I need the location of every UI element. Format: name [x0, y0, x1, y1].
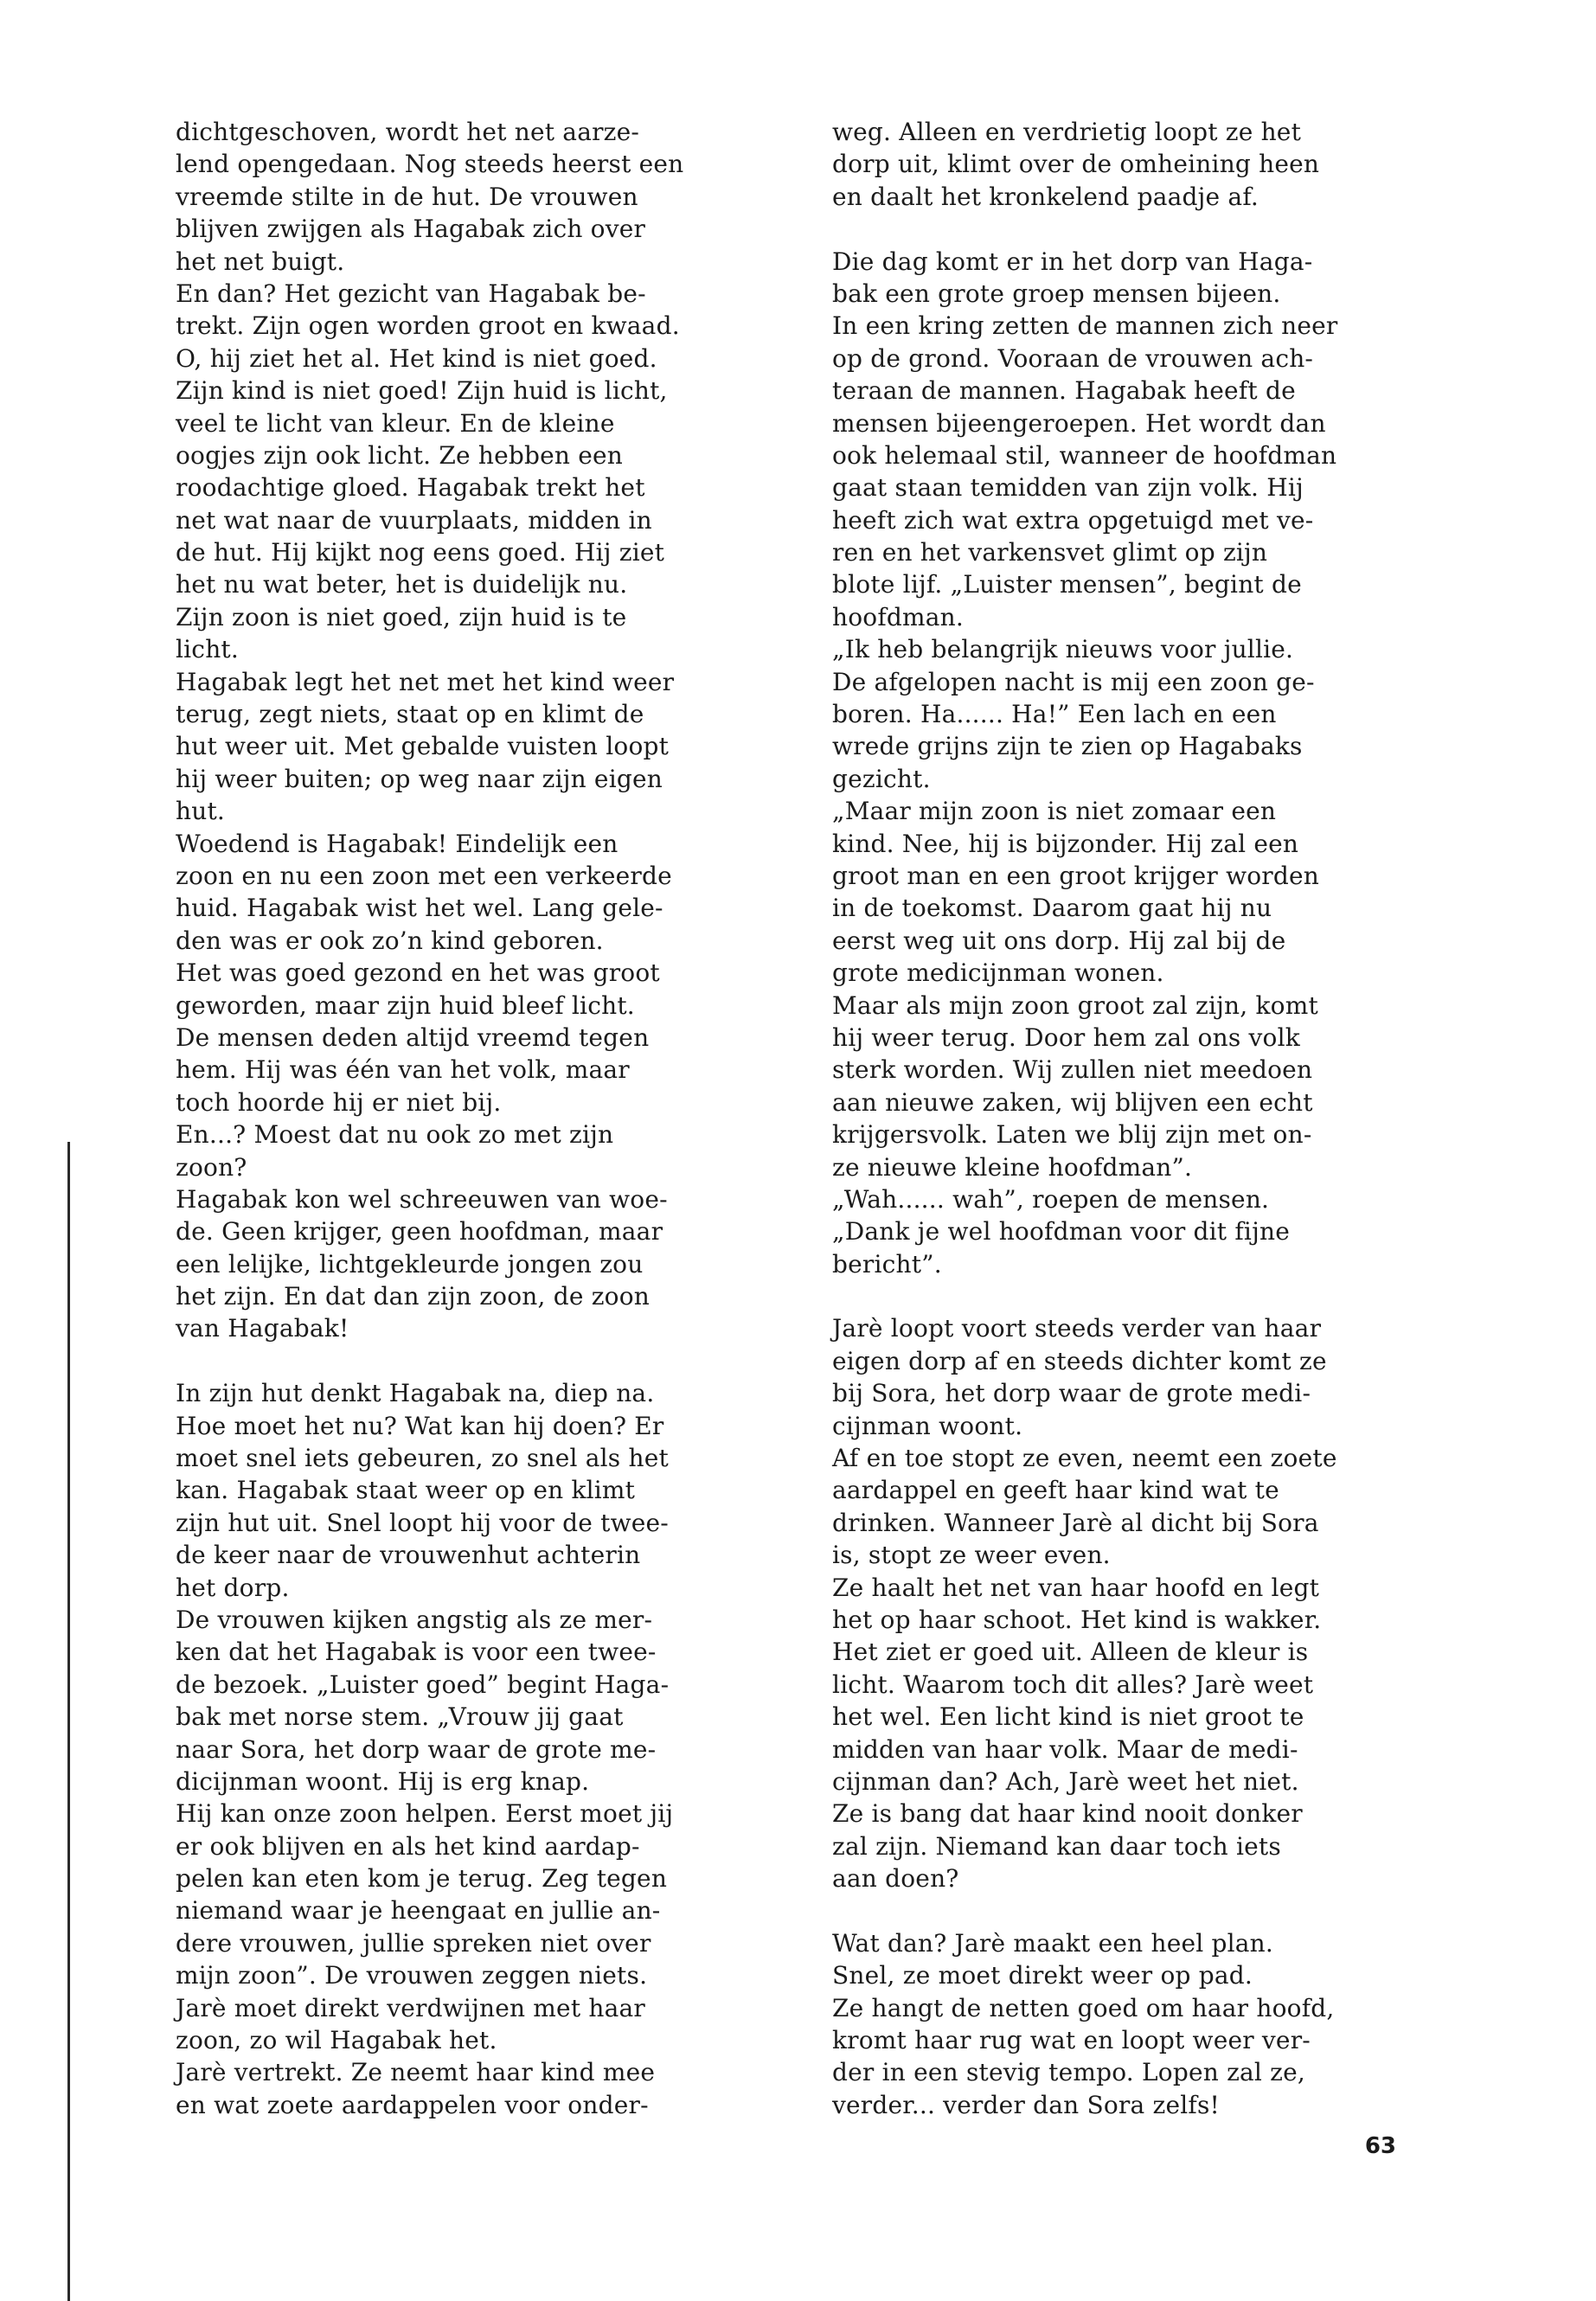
- text-line: oogjes zijn ook licht. Ze hebben een: [176, 440, 623, 470]
- text-line: Snel, ze moet direkt weer op pad.: [832, 1961, 1253, 1990]
- text-line: teraan de mannen. Hagabak heeft de: [832, 376, 1296, 406]
- text-line: bak met norse stem. „Vrouw jij gaat: [176, 1702, 624, 1732]
- page-binding-edge: [67, 1142, 70, 2301]
- text-line: Ze haalt het net van haar hoofd en legt: [832, 1573, 1320, 1602]
- right-text-column: [832, 116, 1403, 2121]
- text-line: den was er ook zo’n kind geboren.: [176, 926, 604, 955]
- text-line: „Ik heb belangrijk nieuws voor jullie.: [832, 635, 1294, 664]
- text-line: Jarè loopt voort steeds verder van haar: [832, 1314, 1322, 1343]
- text-line: Af en toe stopt ze even, neemt een zoete: [832, 1444, 1337, 1473]
- text-line: verder... verder dan Sora zelfs!: [832, 2090, 1220, 2119]
- text-line: de bezoek. „Luister goed” begint Haga-: [176, 1670, 670, 1699]
- text-line: en wat zoete aardappelen voor onder-: [176, 2090, 649, 2119]
- text-line: hem. Hij was één van het volk, maar: [176, 1055, 630, 1085]
- text-line: de hut. Hij kijkt nog eens goed. Hij ziet: [176, 538, 665, 567]
- left-text-column: [176, 116, 747, 2121]
- text-line: mensen bijeengeroepen. Het wordt dan: [832, 408, 1326, 438]
- text-line: blijven zwijgen als Hagabak zich over: [176, 215, 646, 244]
- text-line: grote medicijnman wonen.: [832, 958, 1164, 988]
- text-line: zoon en nu een zoon met een verkeerde: [176, 861, 672, 890]
- text-line: kan. Hagabak staat weer op en klimt: [176, 1476, 636, 1505]
- paragraph-gap: [176, 1345, 747, 1377]
- text-line: bij Sora, het dorp waar de grote medi-: [832, 1379, 1311, 1408]
- text-line: Maar als mijn zoon groot zal zijn, komt: [832, 990, 1318, 1020]
- paragraph-gap: [832, 1280, 1403, 1312]
- text-line: in de toekomst. Daarom gaat hij nu: [832, 894, 1272, 923]
- text-line: wrede grijns zijn te zien op Hagabaks: [832, 732, 1303, 761]
- text-line: trekt. Zijn ogen worden groot en kwaad.: [176, 311, 680, 341]
- text-line: geworden, maar zijn huid bleef licht.: [176, 990, 635, 1020]
- text-line: Zijn kind is niet goed! Zijn huid is licht,: [176, 376, 668, 406]
- text-line: Hagabak legt het net met het kind weer: [176, 667, 675, 696]
- text-line: lend opengedaan. Nog steeds heerst een: [176, 150, 684, 179]
- text-line: veel te licht van kleur. En de kleine: [176, 408, 615, 438]
- text-line: ook helemaal stil, wanneer de hoofdman: [832, 440, 1337, 470]
- paragraph-gap: [832, 1894, 1403, 1926]
- text-line: hut.: [176, 797, 226, 826]
- text-line: dicijnman woont. Hij is erg knap.: [176, 1766, 590, 1796]
- text-line: kromt haar rug wat en loopt weer ver-: [832, 2026, 1311, 2055]
- text-line: gezicht.: [832, 764, 931, 793]
- text-line: een lelijke, lichtgekleurde jongen zou: [176, 1249, 644, 1279]
- text-line: In zijn hut denkt Hagabak na, diep na.: [176, 1379, 655, 1408]
- text-line: huid. Hagabak wist het wel. Lang gele-: [176, 894, 663, 923]
- text-line: net wat naar de vuurplaats, midden in: [176, 505, 652, 535]
- text-line: kind. Nee, hij is bijzonder. Hij zal een: [832, 829, 1299, 858]
- text-line: zijn hut uit. Snel loopt hij voor de twee-: [176, 1508, 669, 1537]
- text-line: mijn zoon”. De vrouwen zeggen niets.: [176, 1961, 648, 1990]
- text-line: De afgelopen nacht is mij een zoon ge-: [832, 667, 1315, 696]
- text-line: vreemde stilte in de hut. De vrouwen: [176, 182, 638, 211]
- text-line: eigen dorp af en steeds dichter komt ze: [832, 1346, 1327, 1375]
- text-line: toch hoorde hij er niet bij.: [176, 1087, 502, 1117]
- text-line: Die dag komt er in het dorp van Haga-: [832, 247, 1313, 276]
- text-line: aan doen?: [832, 1864, 959, 1894]
- text-line: de keer naar de vrouwenhut achterin: [176, 1541, 641, 1570]
- page-number: 63: [1364, 2133, 1396, 2159]
- text-line: Ze hangt de netten goed om haar hoofd,: [832, 1993, 1335, 2022]
- text-line: De mensen deden altijd vreemd tegen: [176, 1022, 650, 1052]
- text-line: het net buigt.: [176, 247, 345, 276]
- text-line: het op haar schoot. Het kind is wakker.: [832, 1605, 1322, 1634]
- text-line: En...? Moest dat nu ook zo met zijn: [176, 1120, 614, 1150]
- text-line: roodachtige gloed. Hagabak trekt het: [176, 473, 645, 503]
- text-line: En dan? Het gezicht van Hagabak be-: [176, 279, 646, 308]
- text-line: eerst weg uit ons dorp. Hij zal bij de: [832, 926, 1286, 955]
- text-line: Jarè moet direkt verdwijnen met haar: [176, 1993, 645, 2022]
- text-line: Hij kan onze zoon helpen. Eerst moet jij: [176, 1799, 674, 1829]
- text-line: krijgersvolk. Laten we blij zijn met on-: [832, 1120, 1312, 1150]
- text-line: hut weer uit. Met gebalde vuisten loopt: [176, 732, 670, 761]
- text-line: moet snel iets gebeuren, zo snel als het: [176, 1444, 669, 1473]
- text-line: sterk worden. Wij zullen niet meedoen: [832, 1055, 1313, 1085]
- text-line: op de grond. Vooraan de vrouwen ach-: [832, 343, 1314, 373]
- text-line: naar Sora, het dorp waar de grote me-: [176, 1734, 657, 1764]
- text-line: blote lijf. „Luister mensen”, begint de: [832, 570, 1302, 599]
- text-line: Woedend is Hagabak! Eindelijk een: [176, 829, 619, 858]
- text-line: Wat dan? Jarè maakt een heel plan.: [832, 1928, 1273, 1958]
- text-line: terug, zegt niets, staat op en klimt de: [176, 700, 644, 729]
- text-line: het zijn. En dat dan zijn zoon, de zoon: [176, 1282, 650, 1311]
- text-line: Hagabak kon wel schreeuwen van woe-: [176, 1184, 668, 1214]
- text-line: dichtgeschoven, wordt het net aarze-: [176, 118, 640, 146]
- text-line: dorp uit, klimt over de omheining heen: [832, 150, 1320, 179]
- text-line: Ze is bang dat haar kind nooit donker: [832, 1799, 1303, 1829]
- text-line: O, hij ziet het al. Het kind is niet goed.: [176, 343, 657, 373]
- text-line: Hoe moet het nu? Wat kan hij doen? Er: [176, 1411, 664, 1440]
- text-line: en daalt het kronkelend paadje af.: [832, 182, 1259, 211]
- text-line: boren. Ha...... Ha!” Een lach en een: [832, 700, 1277, 729]
- text-line: zal zijn. Niemand kan daar toch iets: [832, 1831, 1281, 1861]
- paragraph-gap: [832, 213, 1403, 245]
- text-line: cijnman woont.: [832, 1411, 1023, 1440]
- text-line: ken dat het Hagabak is voor een twee-: [176, 1638, 657, 1667]
- text-line: hoofdman.: [832, 602, 965, 631]
- text-line: aan nieuwe zaken, wij blijven een echt: [832, 1087, 1313, 1117]
- text-line: der in een stevig tempo. Lopen zal ze,: [832, 2058, 1305, 2087]
- text-line: bak een grote groep mensen bijeen.: [832, 279, 1281, 308]
- text-line: er ook blijven en als het kind aardap-: [176, 1831, 640, 1861]
- text-line: De vrouwen kijken angstig als ze mer-: [176, 1605, 653, 1634]
- text-line: niemand waar je heengaat en jullie an-: [176, 1896, 661, 1926]
- text-line: cijnman dan? Ach, Jarè weet het niet.: [832, 1766, 1299, 1796]
- text-line: Zijn zoon is niet goed, zijn huid is te: [176, 602, 627, 631]
- text-line: drinken. Wanneer Jarè al dicht bij Sora: [832, 1508, 1319, 1537]
- text-line: groot man en een groot krijger worden: [832, 861, 1320, 890]
- text-line: bericht”.: [832, 1249, 942, 1279]
- text-line: pelen kan eten kom je terug. Zeg tegen: [176, 1864, 668, 1894]
- text-line: Jarè vertrekt. Ze neemt haar kind mee: [176, 2058, 656, 2087]
- text-line: „Maar mijn zoon is niet zomaar een: [832, 797, 1277, 826]
- text-line: aardappel en geeft haar kind wat te: [832, 1476, 1279, 1505]
- text-line: dere vrouwen, jullie spreken niet over: [176, 1928, 651, 1958]
- text-line: „Dank je wel hoofdman voor dit fijne: [832, 1217, 1290, 1247]
- text-line: midden van haar volk. Maar de medi-: [832, 1734, 1298, 1764]
- text-line: hij weer buiten; op weg naar zijn eigen: [176, 764, 663, 793]
- text-line: licht. Waarom toch dit alles? Jarè weet: [832, 1670, 1314, 1699]
- text-line: het dorp.: [176, 1573, 290, 1602]
- text-line: zoon?: [176, 1152, 247, 1182]
- text-line: heeft zich wat extra opgetuigd met ve-: [832, 505, 1314, 535]
- text-line: gaat staan temidden van zijn volk. Hij: [832, 473, 1304, 503]
- text-line: Het was goed gezond en het was groot: [176, 958, 660, 988]
- text-line: zoon, zo wil Hagabak het.: [176, 2026, 497, 2055]
- text-line: de. Geen krijger, geen hoofdman, maar: [176, 1217, 663, 1247]
- text-line: van Hagabak!: [176, 1314, 349, 1343]
- text-line: licht.: [176, 635, 239, 664]
- text-line: ze nieuwe kleine hoofdman”.: [832, 1152, 1193, 1182]
- text-line: hij weer terug. Door hem zal ons volk: [832, 1022, 1300, 1052]
- text-line: Het ziet er goed uit. Alleen de kleur is: [832, 1638, 1309, 1667]
- text-line: het wel. Een licht kind is niet groot te: [832, 1702, 1304, 1732]
- text-line: ren en het varkensvet glimt op zijn: [832, 538, 1268, 567]
- text-line: weg. Alleen en verdrietig loopt ze het: [832, 118, 1302, 146]
- text-line: In een kring zetten de mannen zich neer: [832, 311, 1338, 341]
- text-line: het nu wat beter, het is duidelijk nu.: [176, 570, 628, 599]
- text-line: „Wah...... wah”, roepen de mensen.: [832, 1184, 1270, 1214]
- text-line: is, stopt ze weer even.: [832, 1541, 1111, 1570]
